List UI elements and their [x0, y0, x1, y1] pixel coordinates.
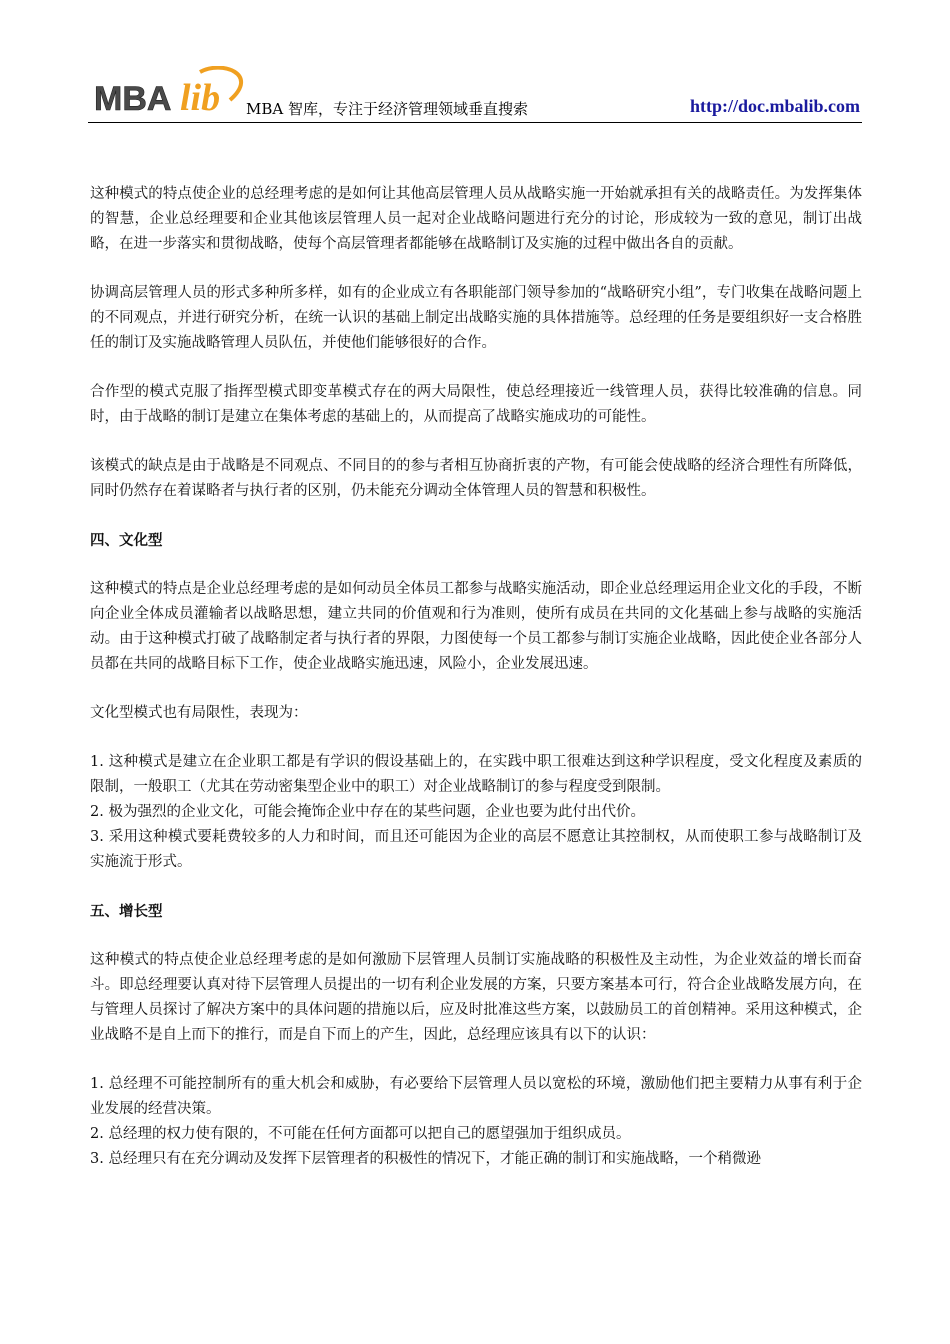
- header-divider: [88, 122, 862, 123]
- section-heading: 四、文化型: [90, 532, 163, 549]
- paragraph: 这种模式的特点使企业的总经理考虑的是如何让其他高层管理人员从战略实施一开始就承担有关的战略责任。为发挥集体的智慧，企业总经理要和企业其他该层管理人员一起对企业战略问题进行充分的讨论，形成较为一致的意见，制订出战略，在进一步落实和贯彻战略，使每个高层管理者都能够在战略制订及实施的过程中做出各自的贡献。: [90, 186, 862, 252]
- paragraph: 协调高层管理人员的形式多种所多样，如有的企业成立有各职能部门领导参加的“战略研究小组”，专门收集在战略问题上的不同观点，并进行研究分析，在统一认识的基础上制定出战略实施的具体措施等。总经理的任务是要组织好一支合格胜任的制订及实施战略管理人员队伍，并使他们能够很好的合作。: [90, 285, 862, 351]
- section-heading: 五、增长型: [90, 903, 163, 920]
- paragraph: 文化型模式也有局限性，表现为：: [90, 705, 308, 721]
- paragraph: 这种模式的特点使企业总经理考虑的是如何激励下层管理人员制订实施战略的积极性及主动性，为企业效益的增长而奋斗。即总经理要认真对待下层管理人员提出的一切有利企业发展的方案，只要方案基本可行，符合企业战略发展方向，在与管理人员探讨了解决方案中的具体问题的措施以后，应及时批准这些方案，以鼓励员工的首创精神。采用这种模式，企业战略不是自上而下的推行，而是自下而上的产生，因此，总经理应该具有以下的认识：: [90, 952, 862, 1043]
- list-item: 1. 总经理不可能控制所有的重大机会和威胁，有必要给下层管理人员以宽松的环境，激励他们把主要精力从事有利于企业发展的经营决策。: [90, 1076, 862, 1117]
- list-item: 3. 总经理只有在充分调动及发挥下层管理者的积极性的情况下，才能正确的制订和实施战略，一个稍微逊: [90, 1151, 761, 1167]
- paragraph: 该模式的缺点是由于战略是不同观点、不同目的的参与者相互协商折衷的产物，有可能会使战略的经济合理性有所降低，同时仍然存在着谋略者与执行者的区别，仍未能充分调动全体管理人员的智慧和积极性。: [90, 458, 862, 499]
- svg-text:lib: lib: [180, 77, 221, 118]
- paragraph: 这种模式的特点是企业总经理考虑的是如何动员全体员工都参与战略实施活动，即企业总经理运用企业文化的手段，不断向企业全体成员灌输者以战略思想，建立共同的价值观和行为准则，使所有成员在共同的文化基础上参与战略的实施活动。由于这种模式打破了战略制定者与执行者的界限，力图使每一个员工都参与制订实施企业战略，因此使企业各部分人员都在共同的战略目标下工作，使企业战略实施迅速，风险小，企业发展迅速。: [90, 581, 862, 672]
- page-header: [88, 62, 862, 122]
- mbalib-logo: [92, 66, 252, 118]
- list-item: 3. 采用这种模式要耗费较多的人力和时间，而且还可能因为企业的高层不愿意让其控制权，从而使职工参与战略制订及实施流于形式。: [90, 829, 862, 870]
- site-tagline: MBA 智库，专注于经济管理领域垂直搜索: [246, 100, 528, 118]
- list-item: 1. 这种模式是建立在企业职工都是有学识的假设基础上的，在实践中职工很难达到这种学识程度，受文化程度及素质的限制，一般职工（尤其在劳动密集型企业中的职工）对企业战略制订的参与程度受到限制。: [90, 754, 862, 795]
- paragraph: 合作型的模式克服了指挥型模式即变革模式存在的两大局限性，使总经理接近一线管理人员，获得比较准确的信息。同时，由于战略的制订是建立在集体考虑的基础上的，从而提高了战略实施成功的可能性。: [90, 384, 862, 425]
- document-body: [90, 182, 862, 1172]
- list-item: 2. 极为强烈的企业文化，可能会掩饰企业中存在的某些问题，企业也要为此付出代价。: [90, 804, 645, 820]
- list-item: 2. 总经理的权力使有限的，不可能在任何方面都可以把自己的愿望强加于组织成员。: [90, 1126, 631, 1142]
- site-url[interactable]: http://doc.mbalib.com: [689, 96, 860, 116]
- svg-text:MBA: MBA: [94, 80, 172, 118]
